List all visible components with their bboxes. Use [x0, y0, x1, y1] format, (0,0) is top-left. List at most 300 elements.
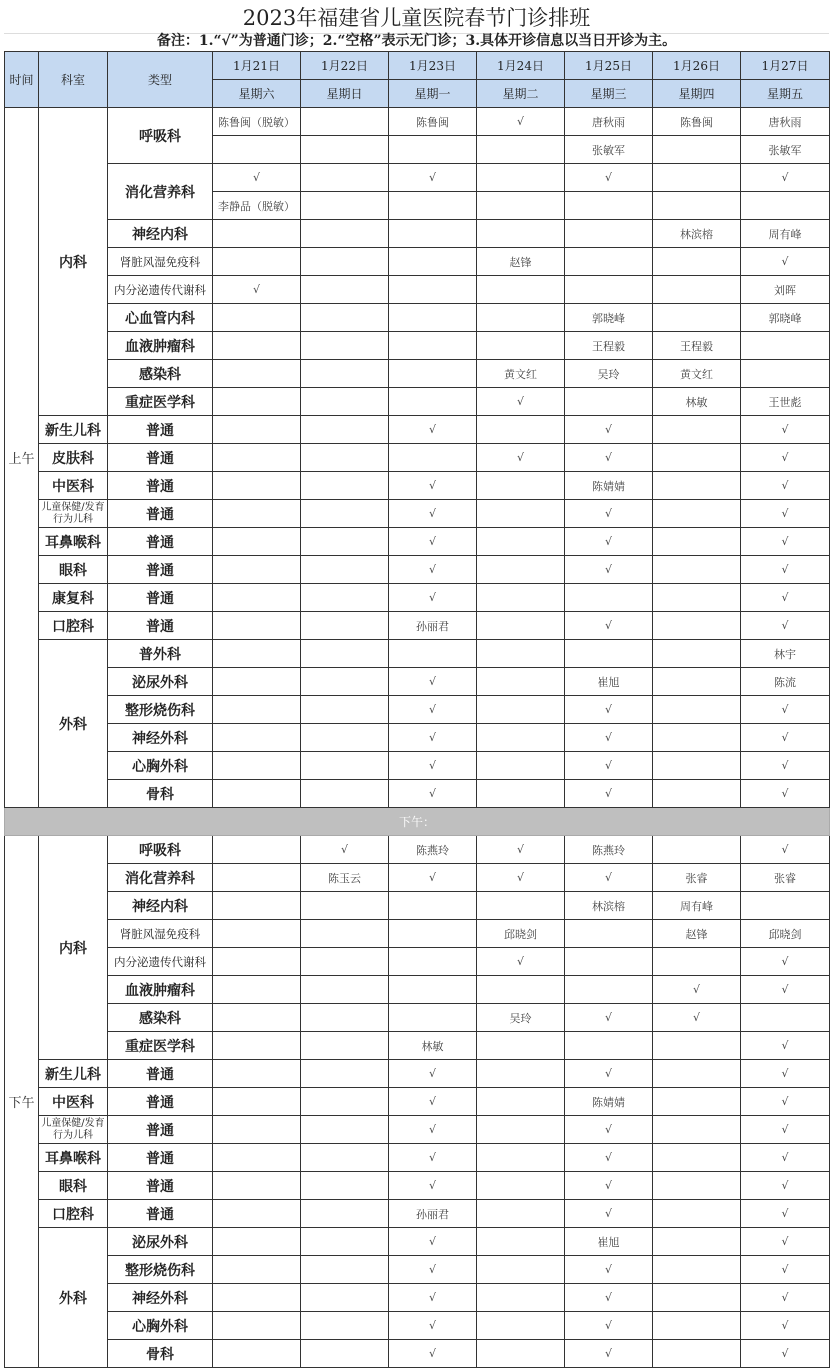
- empty-cell: [389, 948, 477, 976]
- table-row: [5, 640, 830, 668]
- empty-cell: [653, 416, 741, 444]
- check-mark-cell: √: [389, 1256, 477, 1284]
- table-row: [5, 752, 830, 780]
- check-mark-cell: √: [565, 444, 653, 472]
- empty-cell: [653, 948, 741, 976]
- department-cell: 儿童保健/发育行为儿科: [39, 500, 108, 528]
- empty-cell: [213, 388, 301, 416]
- check-mark-cell: √: [741, 416, 830, 444]
- clinic-type-cell: 普外科: [108, 640, 213, 668]
- table-row: [5, 388, 830, 416]
- clinic-type-cell: 泌尿外科: [108, 668, 213, 696]
- doctor-cell: 王程毅: [565, 332, 653, 360]
- check-mark-cell: √: [565, 416, 653, 444]
- table-row: [5, 1004, 830, 1032]
- check-mark-cell: √: [565, 556, 653, 584]
- empty-cell: [389, 640, 477, 668]
- table-row: [5, 472, 830, 500]
- check-mark-cell: √: [565, 1284, 653, 1312]
- doctor-cell: 赵锋: [477, 248, 565, 276]
- table-row: [5, 584, 830, 612]
- table-row: [5, 1256, 830, 1284]
- empty-cell: [301, 724, 389, 752]
- empty-cell: [213, 360, 301, 388]
- table-row: [5, 1144, 830, 1172]
- empty-cell: [477, 1088, 565, 1116]
- department-cell: 口腔科: [39, 612, 108, 640]
- table-row: [5, 276, 830, 304]
- empty-cell: [653, 668, 741, 696]
- empty-cell: [741, 892, 830, 920]
- empty-cell: [301, 1228, 389, 1256]
- check-mark-cell: √: [741, 1172, 830, 1200]
- table-row: [5, 556, 830, 584]
- check-mark-cell: √: [565, 1312, 653, 1340]
- empty-cell: [213, 416, 301, 444]
- page-title: 2023年福建省儿童医院春节门诊排班: [4, 4, 829, 34]
- clinic-type-cell: 普通: [108, 472, 213, 500]
- empty-cell: [301, 276, 389, 304]
- header-date: 1月21日: [213, 52, 301, 80]
- empty-cell: [565, 388, 653, 416]
- doctor-cell: 林滨榕: [565, 892, 653, 920]
- clinic-type-cell: 普通: [108, 1116, 213, 1144]
- check-mark-cell: √: [389, 1088, 477, 1116]
- doctor-cell: 周有峰: [741, 220, 830, 248]
- clinic-type-cell: 消化营养科: [108, 864, 213, 892]
- empty-cell: [213, 836, 301, 864]
- empty-cell: [477, 752, 565, 780]
- check-mark-cell: √: [477, 444, 565, 472]
- check-mark-cell: √: [741, 472, 830, 500]
- department-cell: 新生儿科: [39, 1060, 108, 1088]
- check-mark-cell: √: [741, 500, 830, 528]
- clinic-type-cell: 消化营养科: [108, 164, 213, 220]
- table-row: [5, 920, 830, 948]
- table-row: [5, 1228, 830, 1256]
- header-row-dates: [5, 52, 830, 80]
- empty-cell: [389, 444, 477, 472]
- doctor-cell: 王程毅: [653, 332, 741, 360]
- empty-cell: [213, 976, 301, 1004]
- empty-cell: [477, 892, 565, 920]
- check-mark-cell: √: [565, 528, 653, 556]
- doctor-cell: 陈婧婧: [565, 472, 653, 500]
- empty-cell: [213, 472, 301, 500]
- table-row: [5, 696, 830, 724]
- check-mark-cell: √: [389, 780, 477, 808]
- empty-cell: [301, 1312, 389, 1340]
- empty-cell: [389, 976, 477, 1004]
- empty-cell: [301, 668, 389, 696]
- doctor-cell: 林宇: [741, 640, 830, 668]
- empty-cell: [213, 528, 301, 556]
- empty-cell: [477, 276, 565, 304]
- check-mark-cell: √: [741, 556, 830, 584]
- check-mark-cell: √: [565, 1200, 653, 1228]
- empty-cell: [477, 1312, 565, 1340]
- check-mark-cell: √: [389, 556, 477, 584]
- header-weekday: 星期三: [565, 80, 653, 108]
- empty-cell: [213, 1088, 301, 1116]
- check-mark-cell: √: [389, 696, 477, 724]
- doctor-cell: 崔旭: [565, 668, 653, 696]
- doctor-cell: 刘晖: [741, 276, 830, 304]
- table-row: [5, 948, 830, 976]
- empty-cell: [301, 1032, 389, 1060]
- empty-cell: [389, 192, 477, 220]
- header-date: 1月27日: [741, 52, 830, 80]
- empty-cell: [653, 780, 741, 808]
- check-mark-cell: √: [389, 752, 477, 780]
- clinic-type-cell: 普通: [108, 612, 213, 640]
- table-row: [5, 780, 830, 808]
- clinic-type-cell: 骨科: [108, 780, 213, 808]
- table-row: [5, 444, 830, 472]
- table-row: [5, 416, 830, 444]
- empty-cell: [653, 1172, 741, 1200]
- header-weekday: 星期四: [653, 80, 741, 108]
- table-row: [5, 1172, 830, 1200]
- table-row: [5, 836, 830, 864]
- header-date: 1月26日: [653, 52, 741, 80]
- doctor-cell: 陈鲁闽（脱敏）: [213, 108, 301, 136]
- empty-cell: [213, 1172, 301, 1200]
- table-row: [5, 668, 830, 696]
- empty-cell: [477, 1032, 565, 1060]
- empty-cell: [301, 612, 389, 640]
- empty-cell: [653, 1060, 741, 1088]
- empty-cell: [213, 1312, 301, 1340]
- clinic-type-cell: 普通: [108, 1088, 213, 1116]
- doctor-cell: 张睿: [741, 864, 830, 892]
- check-mark-cell: √: [741, 1256, 830, 1284]
- empty-cell: [741, 1004, 830, 1032]
- empty-cell: [213, 920, 301, 948]
- empty-cell: [301, 472, 389, 500]
- check-mark-cell: √: [741, 1060, 830, 1088]
- clinic-type-cell: 普通: [108, 1200, 213, 1228]
- empty-cell: [213, 136, 301, 164]
- department-cell: 内科: [39, 836, 108, 1060]
- check-mark-cell: √: [389, 472, 477, 500]
- empty-cell: [213, 780, 301, 808]
- empty-cell: [213, 864, 301, 892]
- check-mark-cell: √: [389, 528, 477, 556]
- empty-cell: [565, 640, 653, 668]
- empty-cell: [301, 1144, 389, 1172]
- session-label: 下午: [5, 836, 39, 1368]
- empty-cell: [653, 1340, 741, 1368]
- header-date: 1月23日: [389, 52, 477, 80]
- check-mark-cell: √: [741, 724, 830, 752]
- header-weekday: 星期日: [301, 80, 389, 108]
- empty-cell: [741, 332, 830, 360]
- empty-cell: [565, 920, 653, 948]
- empty-cell: [653, 1116, 741, 1144]
- check-mark-cell: √: [741, 1312, 830, 1340]
- doctor-cell: 赵锋: [653, 920, 741, 948]
- empty-cell: [741, 360, 830, 388]
- check-mark-cell: √: [741, 1144, 830, 1172]
- check-mark-cell: √: [565, 1116, 653, 1144]
- empty-cell: [653, 192, 741, 220]
- empty-cell: [565, 248, 653, 276]
- check-mark-cell: √: [389, 1144, 477, 1172]
- empty-cell: [389, 332, 477, 360]
- check-mark-cell: √: [741, 612, 830, 640]
- empty-cell: [565, 1032, 653, 1060]
- clinic-type-cell: 肾脏风湿免疫科: [108, 920, 213, 948]
- empty-cell: [213, 1200, 301, 1228]
- table-row: [5, 1088, 830, 1116]
- empty-cell: [477, 500, 565, 528]
- check-mark-cell: √: [741, 1200, 830, 1228]
- clinic-type-cell: 肾脏风湿免疫科: [108, 248, 213, 276]
- empty-cell: [477, 220, 565, 248]
- doctor-cell: 陈流: [741, 668, 830, 696]
- empty-cell: [301, 752, 389, 780]
- department-cell: 外科: [39, 1228, 108, 1368]
- doctor-cell: 张睿: [653, 864, 741, 892]
- check-mark-cell: √: [389, 1116, 477, 1144]
- clinic-type-cell: 血液肿瘤科: [108, 976, 213, 1004]
- check-mark-cell: √: [389, 416, 477, 444]
- check-mark-cell: √: [741, 836, 830, 864]
- check-mark-cell: √: [389, 668, 477, 696]
- empty-cell: [213, 1340, 301, 1368]
- empty-cell: [389, 276, 477, 304]
- empty-cell: [301, 388, 389, 416]
- check-mark-cell: √: [741, 1284, 830, 1312]
- empty-cell: [565, 584, 653, 612]
- clinic-type-cell: 感染科: [108, 1004, 213, 1032]
- doctor-cell: 孙丽君: [389, 1200, 477, 1228]
- empty-cell: [653, 1284, 741, 1312]
- empty-cell: [213, 248, 301, 276]
- header-weekday: 星期五: [741, 80, 830, 108]
- clinic-type-cell: 普通: [108, 584, 213, 612]
- header-weekday: 星期一: [389, 80, 477, 108]
- check-mark-cell: √: [389, 1312, 477, 1340]
- empty-cell: [301, 164, 389, 192]
- clinic-type-cell: 神经内科: [108, 220, 213, 248]
- empty-cell: [301, 1340, 389, 1368]
- empty-cell: [213, 696, 301, 724]
- empty-cell: [213, 1284, 301, 1312]
- empty-cell: [477, 1172, 565, 1200]
- check-mark-cell: √: [565, 1004, 653, 1032]
- table-row: [5, 612, 830, 640]
- header-type: 类型: [108, 52, 213, 108]
- table-row: [5, 1200, 830, 1228]
- schedule-table: [4, 51, 830, 1368]
- doctor-cell: 崔旭: [565, 1228, 653, 1256]
- header-dept: 科室: [39, 52, 108, 108]
- clinic-type-cell: 泌尿外科: [108, 1228, 213, 1256]
- clinic-type-cell: 普通: [108, 556, 213, 584]
- empty-cell: [477, 668, 565, 696]
- empty-cell: [389, 136, 477, 164]
- empty-cell: [213, 892, 301, 920]
- empty-cell: [477, 332, 565, 360]
- clinic-type-cell: 呼吸科: [108, 836, 213, 864]
- department-cell: 康复科: [39, 584, 108, 612]
- check-mark-cell: √: [213, 164, 301, 192]
- empty-cell: [213, 500, 301, 528]
- table-row: [5, 304, 830, 332]
- doctor-cell: 林滨榕: [653, 220, 741, 248]
- empty-cell: [653, 640, 741, 668]
- clinic-type-cell: 神经内科: [108, 892, 213, 920]
- empty-cell: [477, 136, 565, 164]
- department-cell: 耳鼻喉科: [39, 1144, 108, 1172]
- empty-cell: [477, 304, 565, 332]
- check-mark-cell: √: [565, 1256, 653, 1284]
- check-mark-cell: √: [389, 1172, 477, 1200]
- empty-cell: [301, 556, 389, 584]
- table-row: [5, 1060, 830, 1088]
- empty-cell: [301, 1172, 389, 1200]
- check-mark-cell: √: [741, 528, 830, 556]
- check-mark-cell: √: [741, 1032, 830, 1060]
- doctor-cell: 唐秋雨: [741, 108, 830, 136]
- empty-cell: [477, 472, 565, 500]
- department-cell: 皮肤科: [39, 444, 108, 472]
- doctor-cell: 陈燕玲: [389, 836, 477, 864]
- clinic-type-cell: 心血管内科: [108, 304, 213, 332]
- check-mark-cell: √: [565, 724, 653, 752]
- empty-cell: [301, 696, 389, 724]
- empty-cell: [301, 640, 389, 668]
- empty-cell: [213, 612, 301, 640]
- table-row: [5, 1284, 830, 1312]
- clinic-type-cell: 重症医学科: [108, 1032, 213, 1060]
- empty-cell: [653, 556, 741, 584]
- department-cell: 耳鼻喉科: [39, 528, 108, 556]
- clinic-type-cell: 心胸外科: [108, 752, 213, 780]
- clinic-type-cell: 内分泌遗传代谢科: [108, 948, 213, 976]
- doctor-cell: 陈燕玲: [565, 836, 653, 864]
- department-cell: 儿童保健/发育行为儿科: [39, 1116, 108, 1144]
- empty-cell: [653, 472, 741, 500]
- empty-cell: [477, 612, 565, 640]
- table-row: [5, 108, 830, 136]
- empty-cell: [565, 976, 653, 1004]
- check-mark-cell: √: [213, 276, 301, 304]
- empty-cell: [301, 976, 389, 1004]
- empty-cell: [213, 1256, 301, 1284]
- header-date: 1月25日: [565, 52, 653, 80]
- check-mark-cell: √: [741, 584, 830, 612]
- clinic-type-cell: 呼吸科: [108, 108, 213, 164]
- empty-cell: [653, 836, 741, 864]
- clinic-type-cell: 普通: [108, 1172, 213, 1200]
- empty-cell: [653, 136, 741, 164]
- department-cell: 外科: [39, 640, 108, 808]
- department-cell: 眼科: [39, 556, 108, 584]
- empty-cell: [389, 388, 477, 416]
- table-row: [5, 332, 830, 360]
- clinic-type-cell: 血液肿瘤科: [108, 332, 213, 360]
- check-mark-cell: √: [741, 1116, 830, 1144]
- check-mark-cell: √: [389, 164, 477, 192]
- table-row: [5, 1032, 830, 1060]
- empty-cell: [213, 1116, 301, 1144]
- header-weekday: 星期六: [213, 80, 301, 108]
- check-mark-cell: √: [741, 976, 830, 1004]
- clinic-type-cell: 整形烧伤科: [108, 1256, 213, 1284]
- empty-cell: [389, 1004, 477, 1032]
- check-mark-cell: √: [741, 1340, 830, 1368]
- empty-cell: [213, 752, 301, 780]
- doctor-cell: 林敏: [653, 388, 741, 416]
- check-mark-cell: √: [477, 864, 565, 892]
- empty-cell: [477, 1340, 565, 1368]
- empty-cell: [301, 1116, 389, 1144]
- check-mark-cell: √: [389, 1340, 477, 1368]
- empty-cell: [653, 1088, 741, 1116]
- clinic-type-cell: 神经外科: [108, 1284, 213, 1312]
- empty-cell: [477, 1144, 565, 1172]
- check-mark-cell: √: [389, 864, 477, 892]
- clinic-type-cell: 普通: [108, 528, 213, 556]
- clinic-type-cell: 心胸外科: [108, 1312, 213, 1340]
- check-mark-cell: √: [477, 108, 565, 136]
- header-date: 1月22日: [301, 52, 389, 80]
- doctor-cell: 张敏军: [741, 136, 830, 164]
- table-row: [5, 528, 830, 556]
- doctor-cell: 吴玲: [565, 360, 653, 388]
- empty-cell: [653, 1032, 741, 1060]
- department-cell: 口腔科: [39, 1200, 108, 1228]
- doctor-cell: 邱晓剑: [741, 920, 830, 948]
- doctor-cell: 郭晓峰: [565, 304, 653, 332]
- separator-row: [5, 808, 830, 836]
- empty-cell: [477, 780, 565, 808]
- empty-cell: [301, 304, 389, 332]
- header-time: 时间: [5, 52, 39, 108]
- check-mark-cell: √: [477, 388, 565, 416]
- doctor-cell: 黄文红: [477, 360, 565, 388]
- check-mark-cell: √: [389, 1060, 477, 1088]
- empty-cell: [301, 136, 389, 164]
- clinic-type-cell: 普通: [108, 1060, 213, 1088]
- empty-cell: [653, 752, 741, 780]
- empty-cell: [213, 444, 301, 472]
- doctor-cell: 李静品（脱敏）: [213, 192, 301, 220]
- empty-cell: [477, 556, 565, 584]
- empty-cell: [477, 1256, 565, 1284]
- table-row: [5, 724, 830, 752]
- empty-cell: [477, 164, 565, 192]
- check-mark-cell: √: [741, 752, 830, 780]
- empty-cell: [301, 192, 389, 220]
- empty-cell: [653, 276, 741, 304]
- empty-cell: [477, 1060, 565, 1088]
- empty-cell: [301, 892, 389, 920]
- empty-cell: [301, 920, 389, 948]
- empty-cell: [653, 1200, 741, 1228]
- empty-cell: [477, 696, 565, 724]
- check-mark-cell: √: [741, 248, 830, 276]
- clinic-type-cell: 普通: [108, 1144, 213, 1172]
- check-mark-cell: √: [653, 976, 741, 1004]
- check-mark-cell: √: [565, 1144, 653, 1172]
- empty-cell: [653, 304, 741, 332]
- empty-cell: [213, 1004, 301, 1032]
- empty-cell: [653, 1228, 741, 1256]
